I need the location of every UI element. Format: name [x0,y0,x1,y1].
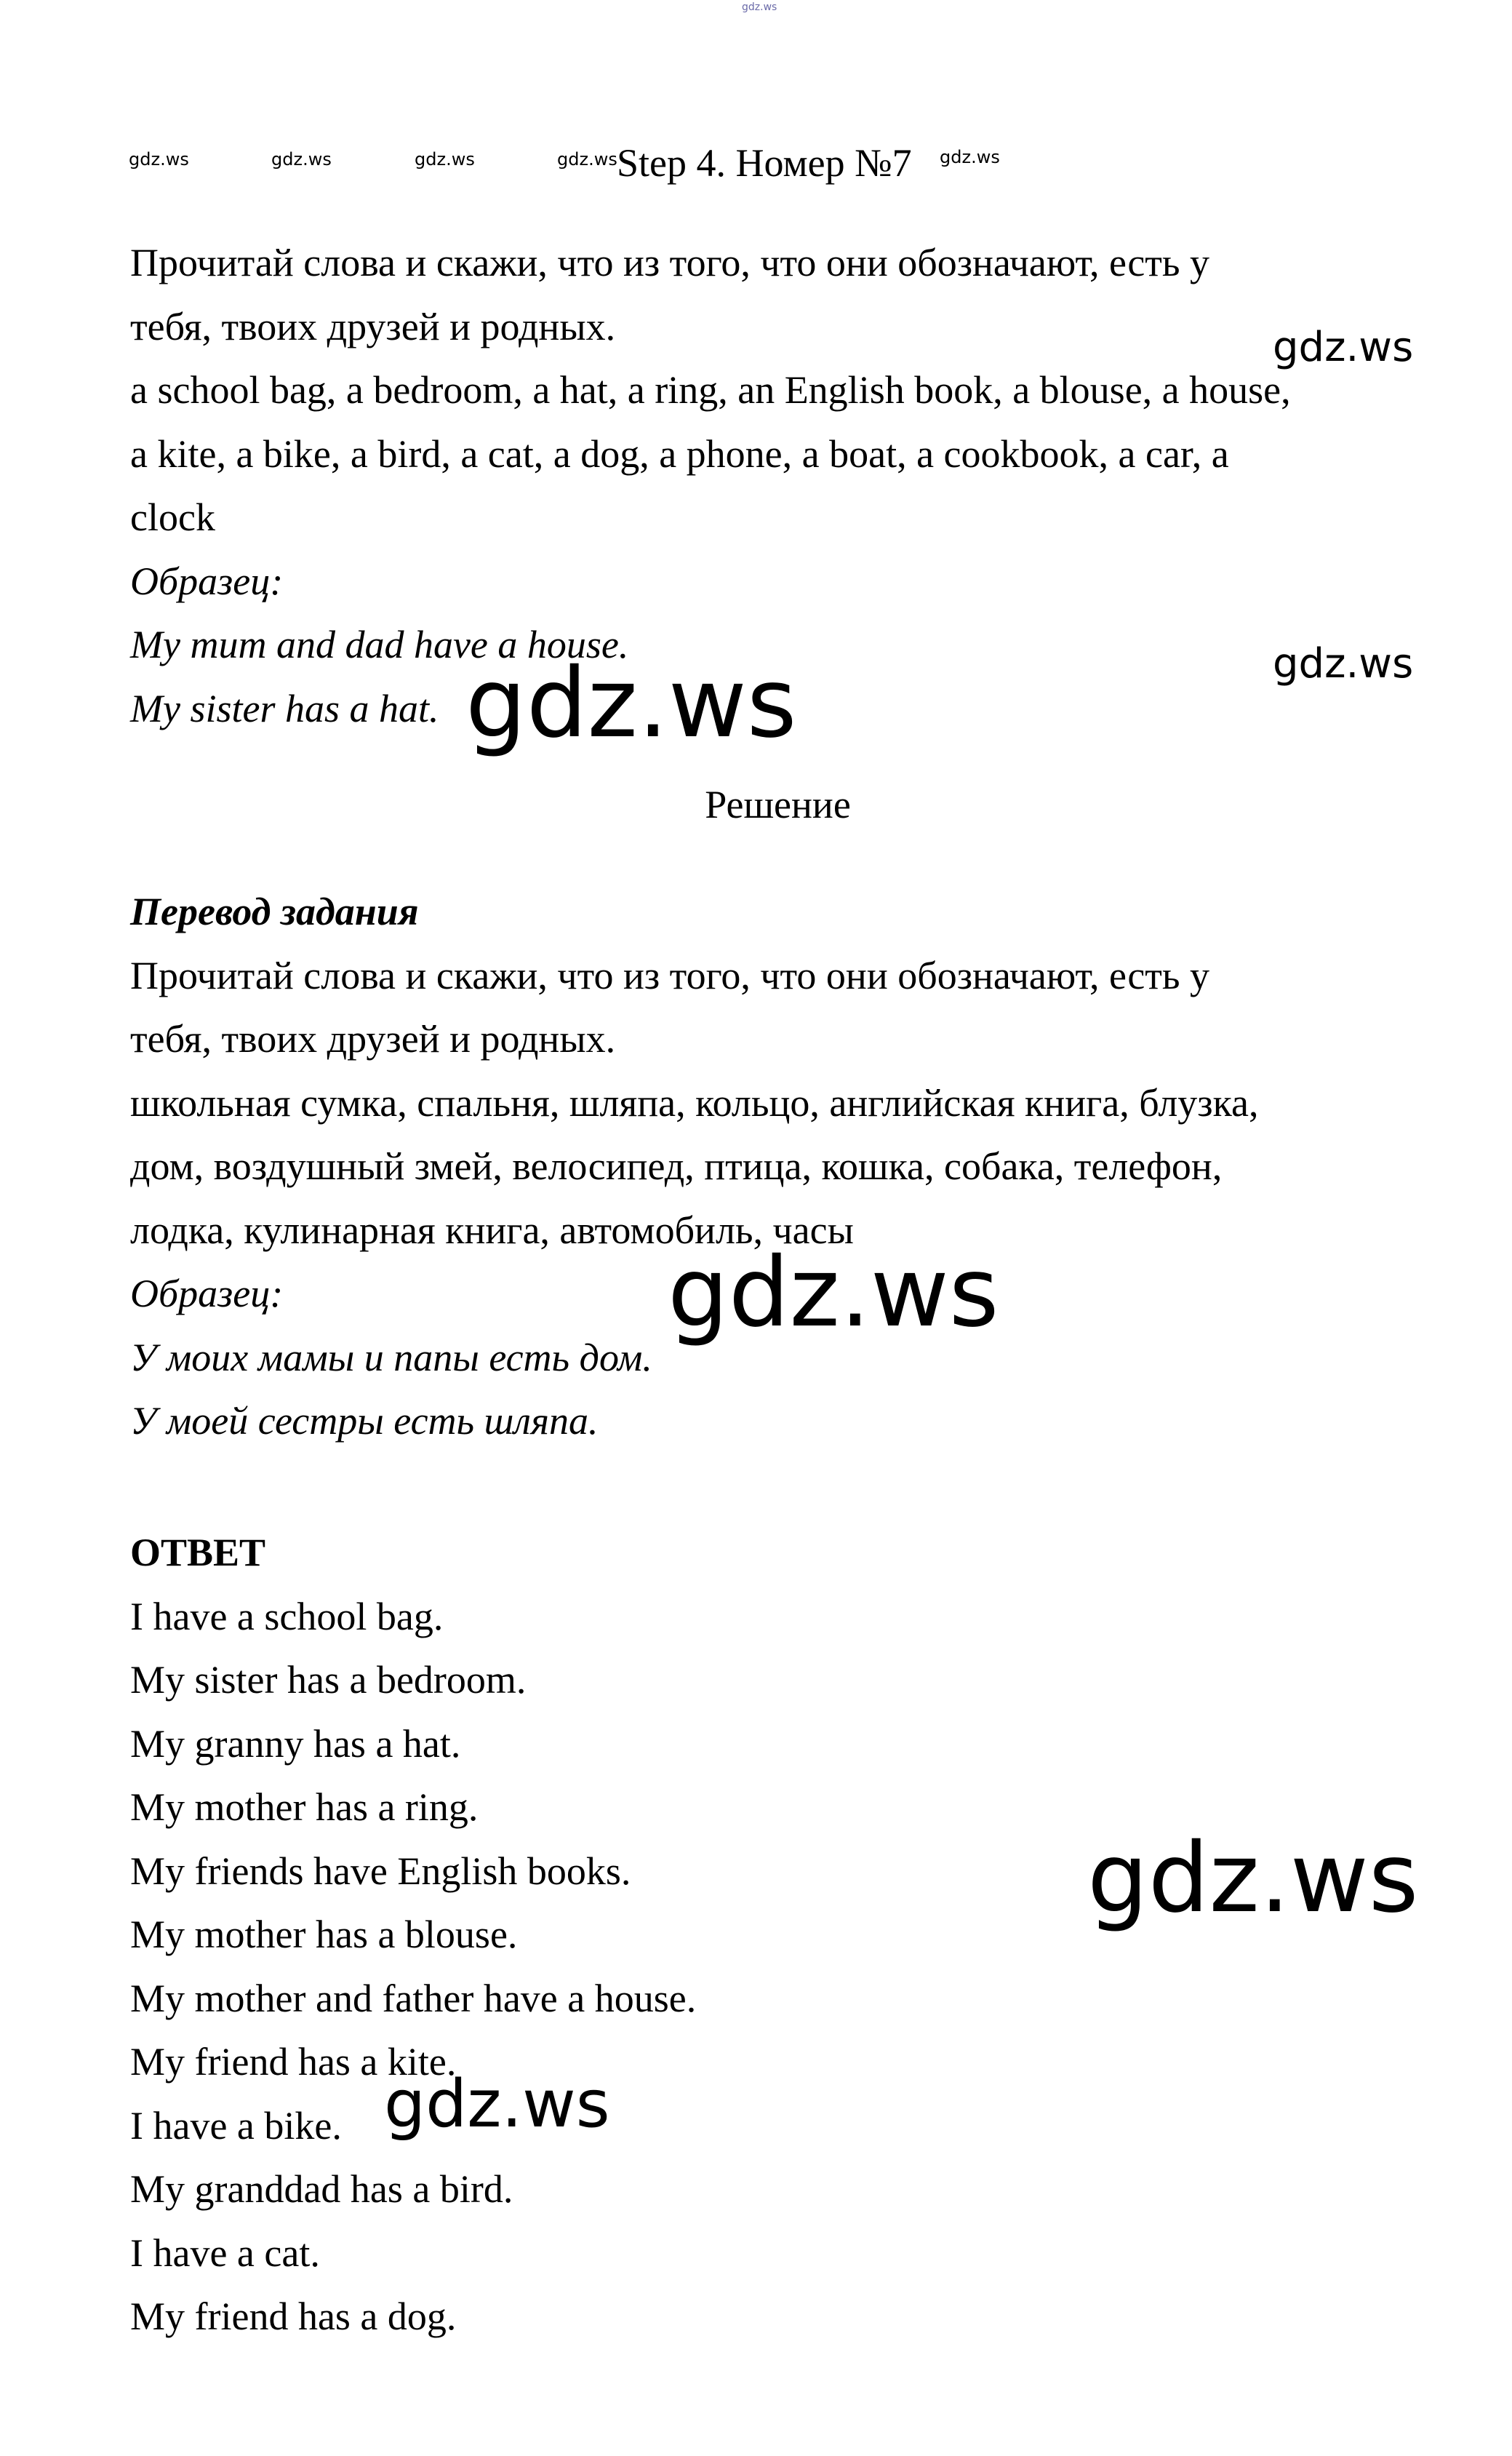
watermark-header: gdz.ws [940,147,1000,167]
answer-line: My friend has a kite. [130,2040,457,2084]
watermark-header: gdz.ws [271,149,332,170]
watermark-mid: gdz.ws [1273,640,1414,687]
task-line: тебя, твоих друзей и родных. [130,304,616,348]
task-line: Прочитай слова и скажи, что из того, что они обозначают, есть у [130,241,1210,284]
example-label: Образец: [130,559,284,603]
translation-title: Перевод задания [130,890,419,933]
answer-title: ОТВЕТ [130,1531,266,1574]
answer-line: My granny has a hat. [130,1721,461,1766]
watermark-big: gdz.ws [1087,1822,1419,1934]
answer-line: My friend has a dog. [130,2294,457,2338]
translation-word-list: школьная сумка, спальня, шляпа, кольцо, английская книга, блузка, [130,1080,1259,1125]
translation-line: тебя, твоих друзей и родных. [130,1017,616,1061]
answer-line: I have a bike. [130,2103,342,2148]
answer-line: My friends have English books. [130,1849,631,1893]
watermark-header: gdz.ws [557,149,617,170]
example-line: У моей сестры есть шляпа. [130,1399,599,1443]
translation-word-list: лодка, кулинарная книга, автомобиль, часы [130,1208,854,1252]
watermark-big: gdz.ws [465,647,797,759]
example-line: My sister has a hat. [130,686,439,730]
task-word-list: clock [130,495,215,539]
translation-line: Прочитай слова и скажи, что из того, что они обозначают, есть у [130,953,1210,997]
example-line: My mum and dad have a house. [130,623,629,666]
answer-line: My granddad has a bird. [130,2167,513,2211]
watermark-header: gdz.ws [415,149,475,170]
watermark-big: gdz.ws [668,1237,999,1349]
watermark-header: gdz.ws [129,149,189,170]
page-title: Step 4. Номер №7 [617,141,912,185]
solution-label: Решение [705,783,851,826]
answer-line: My sister has a bedroom. [130,1658,527,1702]
answer-line: My mother and father have a house. [130,1976,697,2020]
answer-line: My mother has a ring. [130,1785,479,1829]
task-block [130,231,1425,741]
task-word-list: a school bag, a bedroom, a hat, a ring, an English book, a blouse, a house, [130,368,1291,412]
task-word-list: a kite, a bike, a bird, a cat, a dog, a phone, a boat, a cookbook, a car, a [130,431,1229,476]
watermark-mid: gdz.ws [1273,324,1414,371]
example-line: У моих мамы и папы есть дом. [130,1335,652,1379]
answer-line: I have a cat. [130,2230,320,2275]
translation-word-list: дом, воздушный змей, велосипед, птица, кошка, собака, телефон, [130,1144,1223,1188]
watermark-top: gdz.ws [742,1,777,13]
translation-block [130,880,1425,1454]
answer-block [130,1521,1425,2349]
answer-line: I have a school bag. [130,1594,444,1638]
watermark-big: gdz.ws [384,2066,610,2142]
answer-line: My mother has a blouse. [130,1913,518,1956]
example-label: Образец: [130,1272,284,1315]
